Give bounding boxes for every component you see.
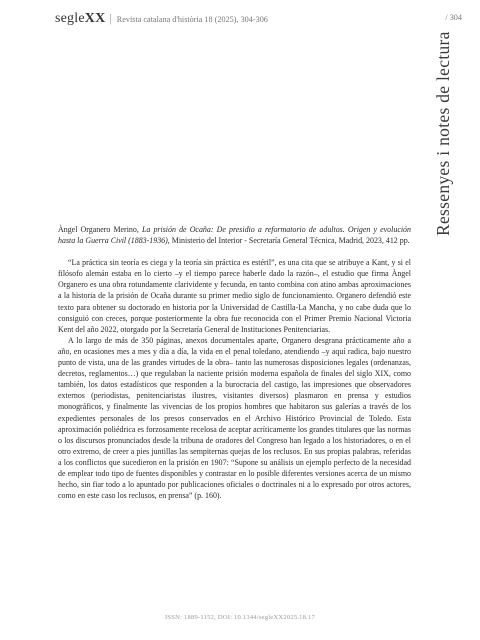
header-separator: | [109,11,112,25]
journal-logo [55,11,105,27]
running-header [55,11,462,29]
book-reference [58,224,411,246]
logo-accent: XX [84,11,106,26]
paragraph: A lo largo de más de 350 páginas, anexos documentales aparte, Organero desgrana prácticamente año a año, en ocasiones mes a mes y día a día, la vida en el penal toledano, atendiendo –y aquí radica, bajo nuestro punto de vista, una de las grandes virtudes de la obra– tanto las numerosas disposiciones legales (ordenanzas, decretos, reglamentos…) que regulaban la naciente prisión moderna española de finales del siglo XIX, como también, los datos estadísticos que responden a la burocracia del castigo, las impresiones que observadores externos (periodistas, penitenciaristas ilustres, visitantes diversos) plasmaron en prensa y estudios monográficos, y finalmente las vivencias de los propios hombres que habitaron sus galerías a través de los expedientes personales de los presos conservados en el Archivo Histórico Provincial de Toledo. Esta aproximación poliédrica es forzosamente recelosa de aceptar acríticamente los grandes titulares que las normas o los discursos pronunciados desde la tribuna de oradores del Congreso han legado a los historiadores, o en el otro extremo, de creer a pies juntillas las sempiternas quejas de los reclusos. En sus propias palabras, referidas a los conflictos que sucedieron en la prisión en 1907: “Supone su análisis un ejemplo perfecto de la necesidad de emplear todo tipo de fuentes disponibles y contrastar en lo posible diferentes versiones acerca de un mismo hecho, sin fiar todo a lo apuntado por publicaciones oficiales o doctrinales ni a lo expresado por otros actores, como en este caso los reclusos, en prensa” (p. 160). [58,335,411,501]
book-title: La prisión de Ocaña: De presidio a reformatorio de adultos. Origen y evolución hasta la Guerra Civil (1883-1936) [58,225,411,246]
section-title: Ressenyes i notes de lectura [433,31,453,236]
page-number: / 304 [445,13,462,22]
book-details: , Ministerio del Interior - Secretaría General Técnica, Madrid, 2023, 412 pp. [167,236,410,246]
paragraph: “La práctica sin teoría es ciega y la teoría sin práctica es estéril”, es una cita que se atribuye a Kant, y si el filósofo alemán estaba en lo cierto –y el tiempo parece haberle dado la razón–, el estudio que firma Àngel Organero es una obra rotundamente clarividente y fecunda, en tanto combina con atino ambas aproximaciones a la historia de la prisión de Ocaña durante su primer medio siglo de funcionamiento. Organero defendió este texto para obtener su doctorado en historia por la Universidad de Castilla-La Mancha, y no cabe duda que lo consiguió con creces, porque posteriormente la obra fue reconocida con el Primer Premio Nacional Victoria Kent del año 2022, otorgado por la Secretaría General de Instituciones Penitenciarias. [58,258,411,334]
review-body [58,224,411,501]
journal-citation: Revista catalana d'història 18 (2025), 304-306 [116,15,268,24]
logo-main: segle [55,11,85,26]
book-author: Àngel Organero Merino, [58,225,142,234]
footer-issn-doi: ISSN: 1889-1152, DOI: 10.1344/segleXX2025.18.17 [165,614,315,621]
